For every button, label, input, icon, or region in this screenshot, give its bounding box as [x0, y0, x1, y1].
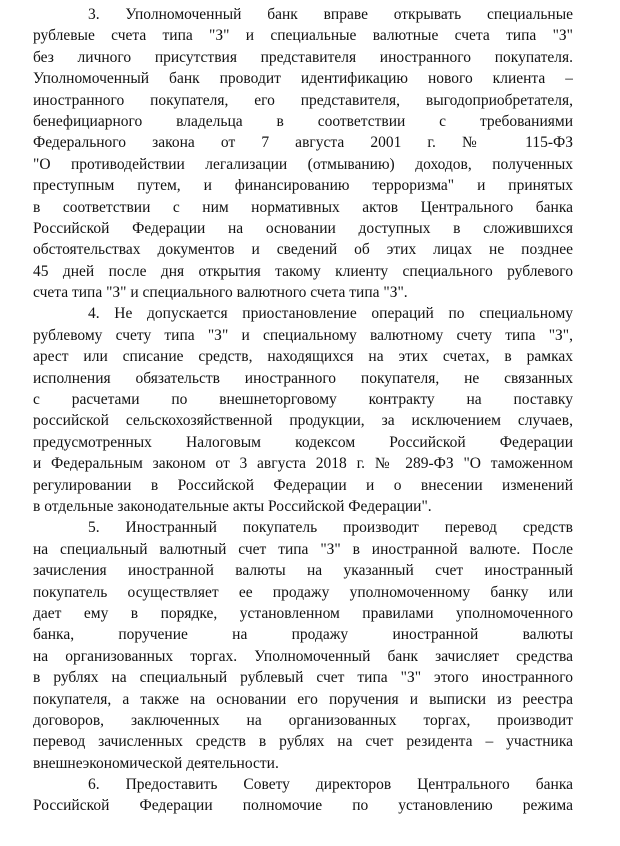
- text-line: рублевые счета типа "З" и специальные валютные счета типа "З": [33, 27, 573, 45]
- text-line: регулировании в Российской Федерации и о внесении изменений: [33, 476, 573, 494]
- text-line: зачисления иностранной валюты на указанный счет иностранный: [33, 562, 573, 580]
- text-line: Федерального закона от 7 августа 2001 г. № 115-ФЗ: [33, 134, 573, 152]
- text-line: покупатель осуществляет ее продажу уполномоченному банку или: [33, 583, 573, 601]
- text-line: на специальный валютный счет типа "З" в иностранной валюте. После: [33, 540, 573, 558]
- text-line: 5. Иностранный покупатель производит перевод средств: [88, 519, 573, 537]
- text-line: 4. Не допускается приостановление операций по специальному: [88, 305, 573, 323]
- text-line: в соответствии с ним нормативных актов Центрального банка: [33, 198, 573, 216]
- text-line: арест или списание средств, находящихся на этих счетах, в рамках: [33, 348, 573, 366]
- text-line: в отдельные законодательные акты Российской Федерации".: [33, 497, 432, 515]
- paragraph-4: [33, 303, 573, 517]
- paragraph-6: [33, 774, 573, 817]
- text-line: исполнения обязательств иностранного покупателя, не связанных: [33, 369, 573, 387]
- document-page: [33, 0, 573, 817]
- text-line: счета типа "З" и специального валютного счета типа "З".: [33, 284, 408, 302]
- paragraph-3: [33, 4, 573, 303]
- text-line: Российской Федерации на основании доступных в сложившихся: [33, 219, 573, 237]
- text-line: банка, поручение на продажу иностранной валюты: [33, 626, 573, 644]
- text-line: на организованных торгах. Уполномоченный банк зачисляет средства: [33, 647, 573, 665]
- text-line: российской сельскохозяйственной продукции, за исключением случаев,: [33, 412, 573, 430]
- text-line: внешнеэкономической деятельности.: [33, 754, 279, 772]
- text-line: 6. Предоставить Совету директоров Центрального банка: [88, 776, 573, 794]
- text-line: 3. Уполномоченный банк вправе открывать специальные: [88, 6, 573, 23]
- text-line: без личного присутствия представителя иностранного покупателя.: [33, 48, 573, 66]
- text-line: бенефициарного владельца в соответствии с требованиями: [33, 112, 573, 130]
- text-line: и Федеральным законом от 3 августа 2018 г. № 289-ФЗ "О таможенном: [33, 455, 573, 473]
- text-line: дает ему в порядке, установленном правилами уполномоченного: [33, 604, 573, 622]
- text-line: предусмотренных Налоговым кодексом Российской Федерации: [33, 433, 573, 451]
- text-line: рублевому счету типа "З" и специальному валютному счету типа "З",: [33, 326, 573, 344]
- text-line: иностранного покупателя, его представителя, выгодоприобретателя,: [33, 91, 573, 109]
- text-line: "О противодействии легализации (отмыванию) доходов, полученных: [33, 155, 573, 173]
- text-line: 45 дней после дня открытия такому клиенту специального рублевого: [33, 262, 573, 280]
- text-line: с расчетами по внешнеторговому контракту на поставку: [33, 391, 573, 409]
- text-line: Российской Федерации полномочие по установлению режима: [33, 797, 573, 815]
- text-line: перевод зачисленных средств в рублях на счет резидента – участника: [33, 733, 573, 751]
- text-line: обстоятельствах документов и сведений об этих лицах не позднее: [33, 241, 573, 259]
- text-line: Уполномоченный банк проводит идентификацию нового клиента –: [33, 70, 573, 88]
- text-line: договоров, заключенных на организованных торгах, производит: [33, 711, 573, 729]
- text-line: преступным путем, и финансированию терроризма" и принятых: [33, 177, 573, 195]
- text-line: в рублях на специальный рублевый счет типа "З" этого иностранного: [33, 669, 573, 687]
- text-line: покупателя, а также на основании его поручения и выписки из реестра: [33, 690, 573, 708]
- paragraph-5: [33, 517, 573, 774]
